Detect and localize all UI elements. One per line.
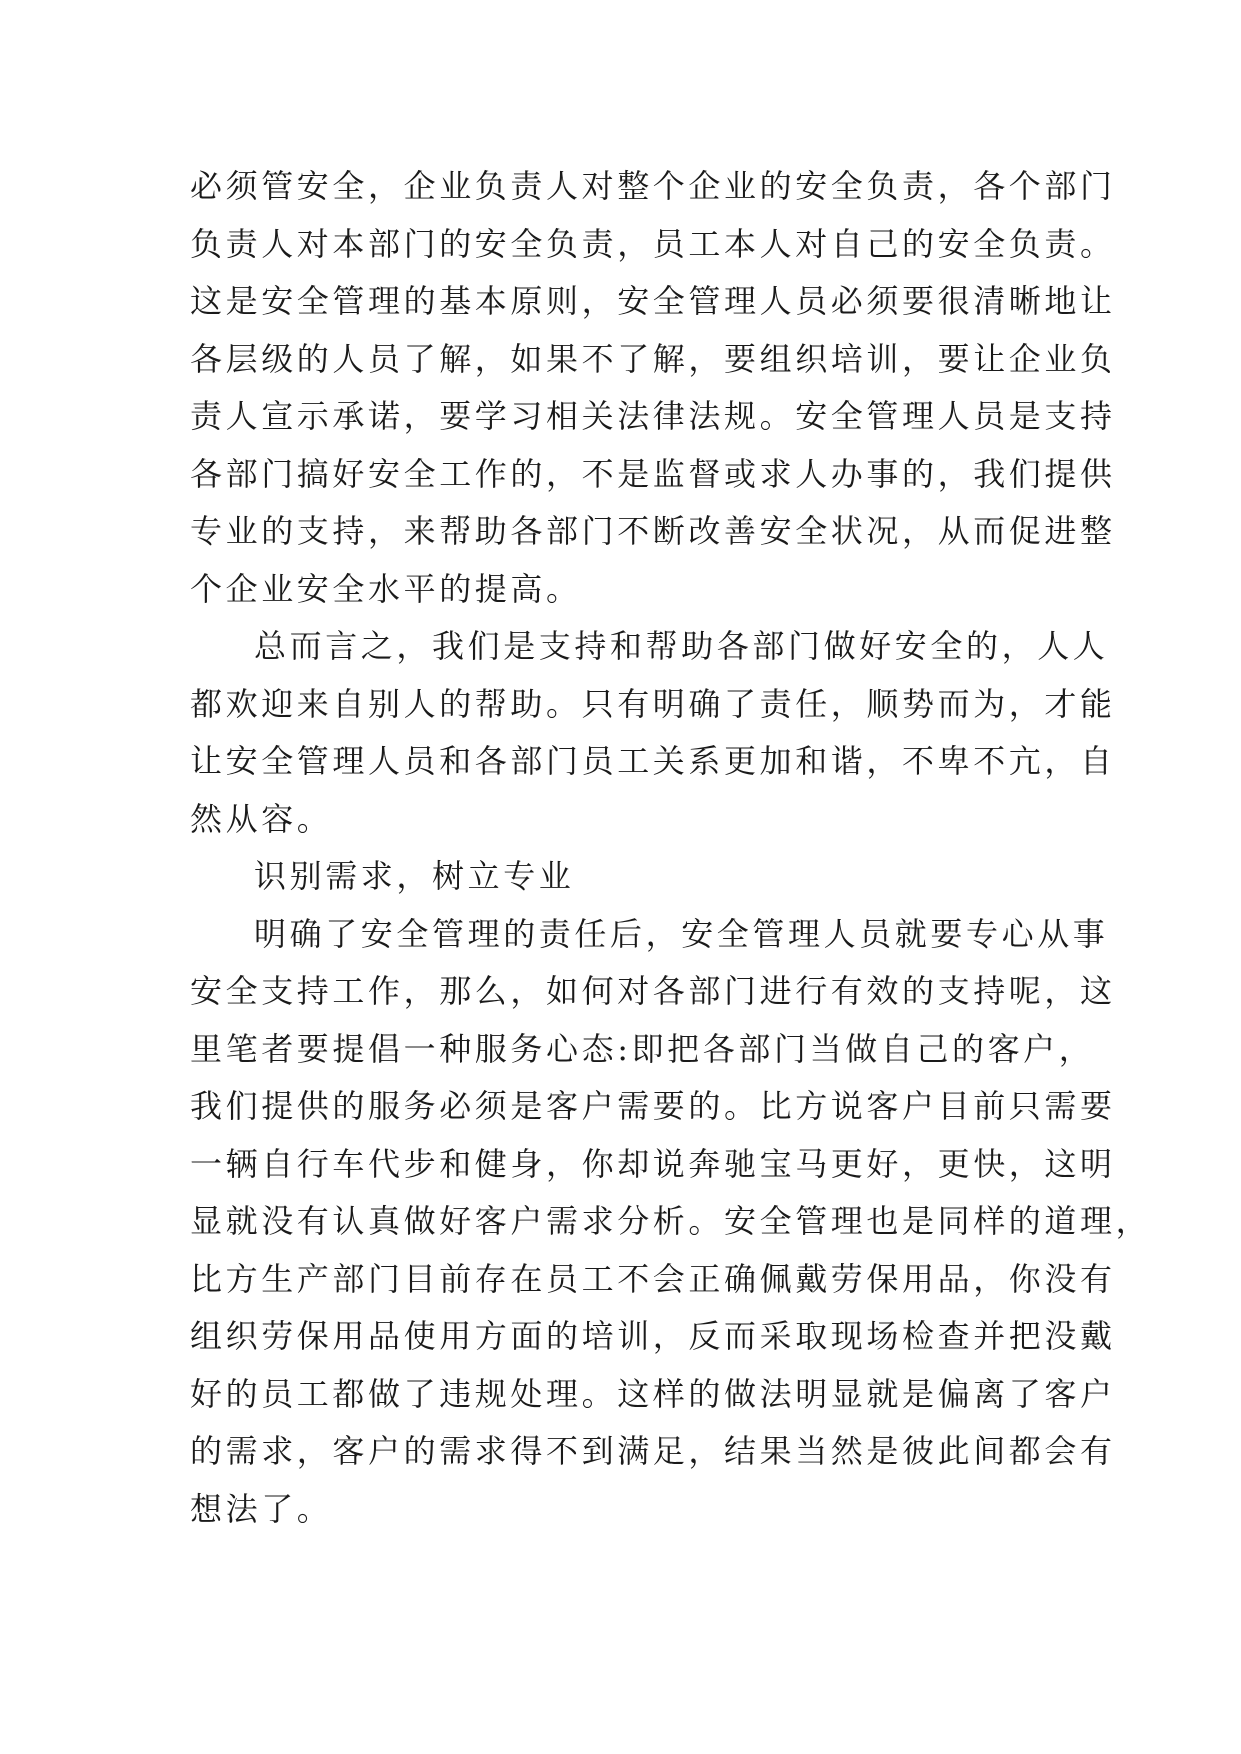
text-line: 一辆自行车代步和健身，你却说奔驰宝马更好，更快，这明 xyxy=(190,1144,1116,1183)
text-line: 个企业安全水平的提高。 xyxy=(190,569,582,608)
text-line: 各层级的人员了解，如果不了解，要组织培训，要让企业负 xyxy=(190,339,1116,378)
text-line: 明确了安全管理的责任后，安全管理人员就要专心从事 xyxy=(254,914,1109,953)
text-line: 安全支持工作，那么，如何对各部门进行有效的支持呢，这 xyxy=(190,972,1116,1010)
text-line: 我们提供的服务必须是客户需要的。比方说客户目前只需要 xyxy=(190,1087,1116,1125)
text-line: 都欢迎来自别人的帮助。只有明确了责任，顺势而为，才能 xyxy=(190,684,1116,723)
text-line: 让安全管理人员和各部门员工关系更加和谐，不卑不亢，自 xyxy=(190,742,1116,780)
text-line: 责人宣示承诺，要学习相关法律法规。安全管理人员是支持 xyxy=(190,397,1116,435)
body-text xyxy=(190,158,1152,1538)
text-line: 负责人对本部门的安全负责，员工本人对自己的安全负责。 xyxy=(190,224,1116,263)
text-line: 想法了。 xyxy=(190,1489,333,1528)
text-line: 显就没有认真做好客户需求分析。安全管理也是同样的道理， xyxy=(190,1202,1152,1240)
text-line: 各部门搞好安全工作的，不是监督或求人办事的，我们提供 xyxy=(190,454,1116,493)
text-line: 好的员工都做了违规处理。这样的做法明显就是偏离了客户 xyxy=(190,1374,1116,1413)
text-line: 识别需求，树立专业 xyxy=(254,857,575,895)
text-line: 的需求，客户的需求得不到满足，结果当然是彼此间都会有 xyxy=(190,1432,1116,1470)
text-line: 专业的支持，来帮助各部门不断改善安全状况，从而促进整 xyxy=(190,512,1116,550)
text-line: 总而言之，我们是支持和帮助各部门做好安全的，人人 xyxy=(254,627,1109,665)
text-line: 这是安全管理的基本原则，安全管理人员必须要很清晰地让 xyxy=(190,282,1116,320)
text-line: 然从容。 xyxy=(190,799,333,838)
text-line: 里笔者要提倡一种服务心态:即把各部门当做自己的客户， xyxy=(190,1029,1095,1068)
text-line: 比方生产部门目前存在员工不会正确佩戴劳保用品，你没有 xyxy=(190,1259,1116,1298)
text-line: 组织劳保用品使用方面的培训，反而采取现场检查并把没戴 xyxy=(190,1317,1116,1355)
text-line: 必须管安全，企业负责人对整个企业的安全负责，各个部门 xyxy=(190,167,1116,205)
